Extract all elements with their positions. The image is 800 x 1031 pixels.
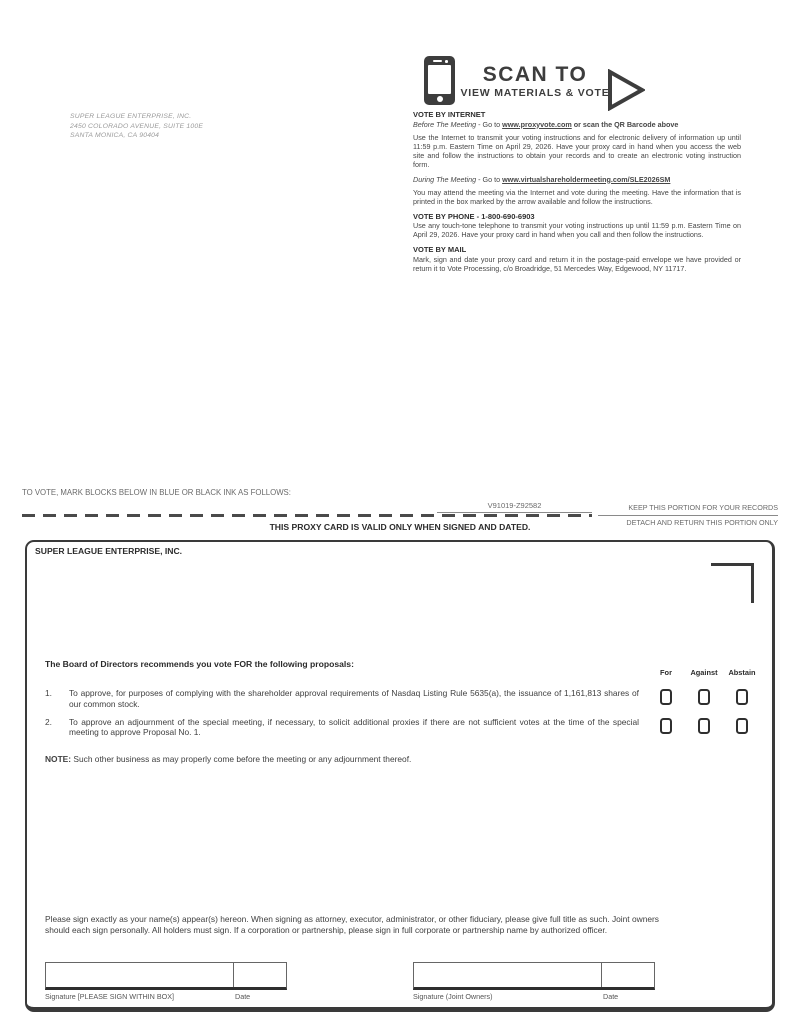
proposal-1-number: 1. — [45, 688, 52, 698]
proposal-2-text: To approve an adjournment of the special meeting, if necessary, to solicit additional proxies if there are not sufficient votes at the time of the special meeting to approve Proposal No. 1. — [69, 716, 639, 737]
right-arrow-icon — [607, 69, 645, 116]
before-meeting-line: Before The Meeting - Go to www.proxyvote.com or scan the QR Barcode above — [413, 119, 679, 129]
internet-during-body: You may attend the meeting via the Internet and vote during the meeting. Have the information that is printed in the box marked by the arrow available and follow the instructions. — [413, 187, 741, 206]
vote-instructions-column — [413, 110, 741, 273]
scan-banner-subtitle: VIEW MATERIALS & VOTE — [460, 87, 610, 99]
signature-box-primary — [45, 962, 287, 990]
proposal-2-number: 2. — [45, 716, 52, 727]
return-address-line: SUPER LEAGUE ENTERPRISE, INC. — [70, 113, 192, 120]
detach-dashed-line — [22, 514, 592, 517]
vote-by-phone-heading: VOTE BY PHONE - 1-800-690-6903 — [413, 211, 535, 221]
during-meeting-line: During The Meeting - Go to www.virtualshareholdermeeting.com/SLE2026SM — [413, 174, 671, 184]
proposal-2-vote-boxes — [647, 718, 761, 739]
proposal-1-text: To approve, for purposes of complying with the shareholder approval requirements of Nasdaq Listing Rule 5635(a), the issuance of 1,161,813 shares of our common stock. — [69, 688, 639, 709]
signature-block-joint — [413, 962, 655, 1001]
date-field-primary[interactable] — [233, 963, 286, 987]
signature-field-primary[interactable] — [46, 963, 233, 987]
proposal-1-against-checkbox[interactable] — [698, 689, 710, 705]
vote-by-mail-heading: VOTE BY MAIL — [413, 245, 467, 254]
smartphone-icon — [424, 56, 455, 105]
date-field-joint[interactable] — [601, 963, 654, 987]
keep-portion-note: KEEP THIS PORTION FOR YOUR RECORDS — [598, 503, 778, 516]
proposal-row-2 — [45, 717, 761, 739]
proposal-2-against-checkbox[interactable] — [698, 718, 710, 734]
return-address-line: SANTA MONICA, CA 90404 — [70, 132, 160, 139]
signature-label-joint: Signature (Joint Owners) — [413, 992, 493, 1001]
signature-field-joint[interactable] — [414, 963, 601, 987]
valid-when-signed-note: THIS PROXY CARD IS VALID ONLY WHEN SIGNED AND DATED. — [269, 522, 531, 532]
scan-banner-title: SCAN TO — [482, 63, 588, 86]
date-label-joint: Date — [603, 992, 619, 1001]
mark-blocks-instruction: TO VOTE, MARK BLOCKS BELOW IN BLUE OR BLACK INK AS FOLLOWS: — [22, 488, 291, 497]
note-label: NOTE: — [45, 754, 72, 764]
signature-box-joint — [413, 962, 655, 990]
proxy-card — [25, 540, 775, 1012]
signature-labels-joint — [413, 992, 655, 1001]
column-header-against: Against — [690, 668, 718, 677]
proposal-1-abstain-checkbox[interactable] — [736, 689, 748, 705]
phone-body: Use any touch-tone telephone to transmit your voting instructions up until 11:59 p.m. Eastern Time on April 29, 2026. Have your proxy card in hand when you call and then follow the instructions. — [413, 221, 741, 239]
board-recommendation: The Board of Directors recommends you vote FOR the following proposals: — [45, 659, 354, 669]
vote-by-internet-heading: VOTE BY INTERNET — [413, 110, 486, 119]
virtual-meeting-url: www.virtualshareholdermeeting.com/SLE2026SM — [502, 174, 671, 184]
proposals-list — [45, 688, 761, 745]
return-address-line: 2450 COLORADO AVENUE, SUITE 100E — [70, 122, 204, 130]
internet-before-body: Use the Internet to transmit your voting instructions and for electronic delivery of information up until 11:59 p.m. Eastern Time on April 29, 2026. Have your proxy card in hand when you access the web site and follow the instructions to obtain your records and to create an electronic voting instruction form. — [413, 132, 741, 169]
proposal-row-1 — [45, 688, 761, 710]
scan-banner — [460, 64, 610, 99]
card-company-name: SUPER LEAGUE ENTERPRISE, INC. — [35, 546, 183, 556]
corner-mark — [711, 563, 754, 603]
sign-instructions: Please sign exactly as your name(s) appear(s) hereon. When signing as attorney, executor, administrator, or other fiduciary, please give full title as such. Joint owners should each sign personally. All holders must sign. If a corporation or partnership, please sign in full corporate or partnership name by authorized officer. — [45, 914, 659, 935]
column-header-for: For — [660, 668, 672, 677]
proposal-1-vote-boxes — [647, 689, 761, 710]
detach-portion-note: DETACH AND RETURN THIS PORTION ONLY — [626, 518, 778, 527]
other-business-note: NOTE: Such other business as may properly come before the meeting or any adjournment thereof. — [45, 754, 412, 764]
control-number: V91019-Z92582 — [437, 501, 592, 513]
proposal-1-for-checkbox[interactable] — [660, 689, 672, 705]
vote-column-headers — [647, 668, 761, 677]
before-meeting-label: Before The Meeting — [413, 119, 477, 129]
return-address — [70, 112, 203, 141]
signature-labels-primary — [45, 992, 287, 1001]
proposal-2-for-checkbox[interactable] — [660, 718, 672, 734]
during-meeting-label: During The Meeting — [413, 174, 477, 184]
date-label-primary: Date — [235, 992, 251, 1001]
mail-body: Mark, sign and date your proxy card and return it in the postage-paid envelope we have provided or return it to Vote Processing, c/o Broadridge, 51 Mercedes Way, Edgewood, NY 11717. — [413, 254, 741, 273]
column-header-abstain: Abstain — [728, 668, 756, 677]
proposal-2-abstain-checkbox[interactable] — [736, 718, 748, 734]
signature-block-primary — [45, 962, 287, 1001]
proxyvote-url: www.proxyvote.com — [502, 119, 572, 129]
signature-label-primary: Signature [PLEASE SIGN WITHIN BOX] — [45, 992, 175, 1001]
